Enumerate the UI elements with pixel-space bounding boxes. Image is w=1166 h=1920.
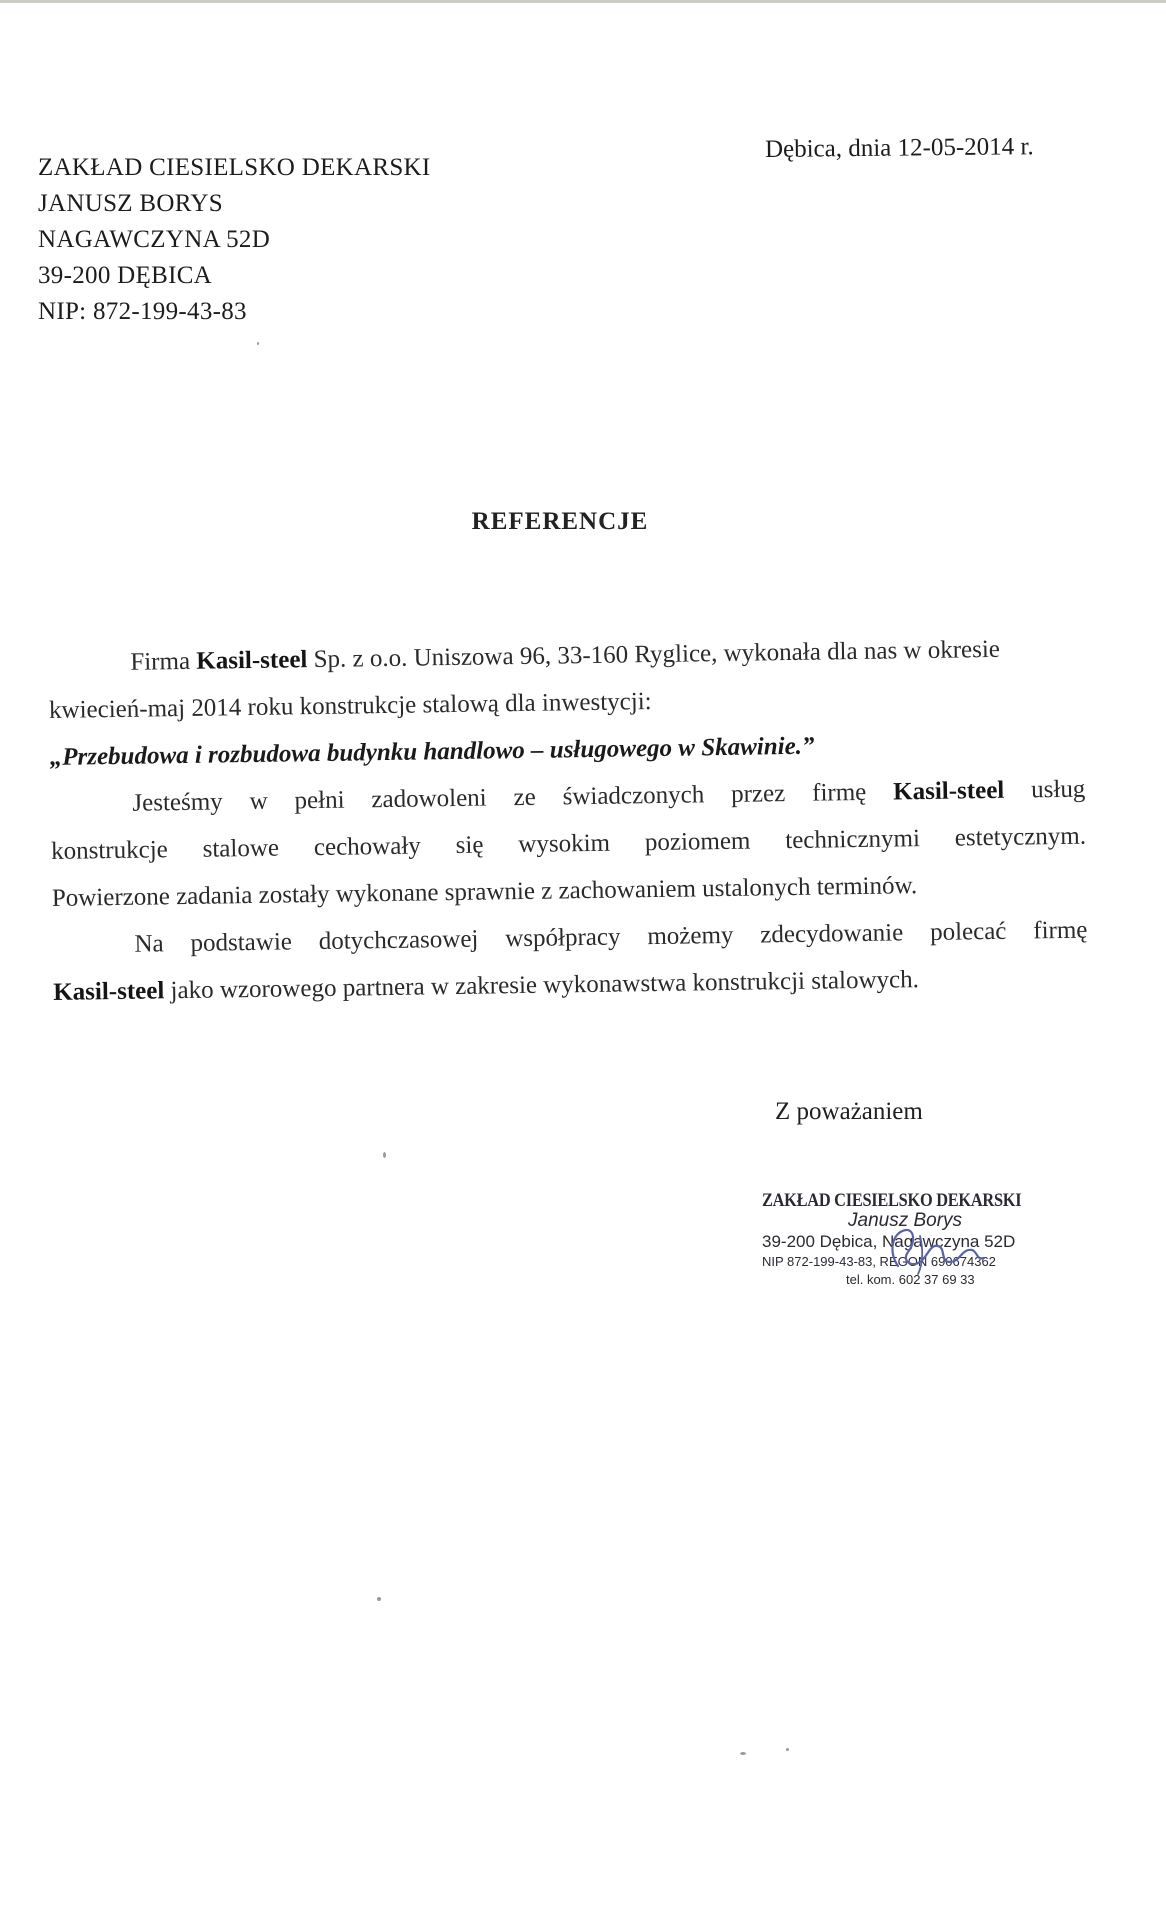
place-date: Dębica, dnia 12-05-2014 r. xyxy=(764,133,1034,163)
text-span: jako wzorowego partnera w zakresie wykonawstwa konstrukcji stalowych. xyxy=(164,966,920,1005)
sender-nip: NIP: 872-199-43-83 xyxy=(38,298,247,325)
scan-speck xyxy=(786,1748,789,1751)
sender-street: NAGAWCZYNA 52D xyxy=(38,226,271,253)
scan-speck xyxy=(257,342,259,345)
stamp-company: ZAKŁAD CIESIELSKO DEKARSKI xyxy=(762,1190,1022,1211)
paragraph-2-line-2: konstrukcje stalowe cechowały się wysokim poziomem technicznymi estetycznym. xyxy=(50,822,1087,865)
sender-owner: JANUSZ BORYS xyxy=(38,190,223,217)
text-span: Firma xyxy=(130,647,197,676)
stamp-owner: Janusz Borys xyxy=(848,1210,963,1231)
text-span: Sp. z o.o. Uniszowa 96, 33-160 Ryglice, wykonała dla nas w okresie xyxy=(307,635,1001,674)
scan-top-edge xyxy=(0,0,1166,3)
paragraph-2-line-3: Powierzone zadania zostały wykonane sprawnie z zachowaniem ustalonych terminów. xyxy=(51,872,918,912)
document-title: REFERENCJE xyxy=(471,508,649,535)
stamp-phone: tel. kom. 602 37 69 33 xyxy=(846,1272,975,1287)
company-name: Kasil-steel xyxy=(53,977,165,1006)
scan-speck xyxy=(740,1752,746,1755)
sender-company: ZAKŁAD CIESIELSKO DEKARSKI xyxy=(38,154,431,181)
scan-speck xyxy=(377,1597,381,1601)
company-stamp xyxy=(762,1190,1092,1287)
company-name: Kasil-steel xyxy=(892,776,1005,806)
paragraph-1-line-2: kwiecień-maj 2014 roku konstrukcje stalową dla inwestycji: xyxy=(48,688,652,724)
stamp-tax-ids: NIP 872-199-43-83, REGON 690674362 xyxy=(762,1254,996,1269)
text-span: Jesteśmy w pełni zadowoleni ze świadczonych przez firmę xyxy=(132,778,894,817)
scan-speck xyxy=(383,1152,386,1158)
sender-block xyxy=(38,150,431,330)
sender-city: 39-200 DĘBICA xyxy=(38,262,213,289)
stamp-address: 39-200 Dębica, Nagawczyna 52D xyxy=(762,1232,1016,1251)
closing-salutation: Z poważaniem xyxy=(775,1098,923,1125)
letter-body xyxy=(48,625,1088,1016)
company-name: Kasil-steel xyxy=(196,646,308,675)
text-span: usług xyxy=(1004,775,1086,804)
investment-name: „Przebudowa i rozbudowa budynku handlowo – usługowego w Skawinie.” xyxy=(49,732,815,771)
paragraph-3-line-1: Na podstawie dotychczasowej współpracy możemy zdecydowanie polecać firmę xyxy=(134,916,1088,958)
